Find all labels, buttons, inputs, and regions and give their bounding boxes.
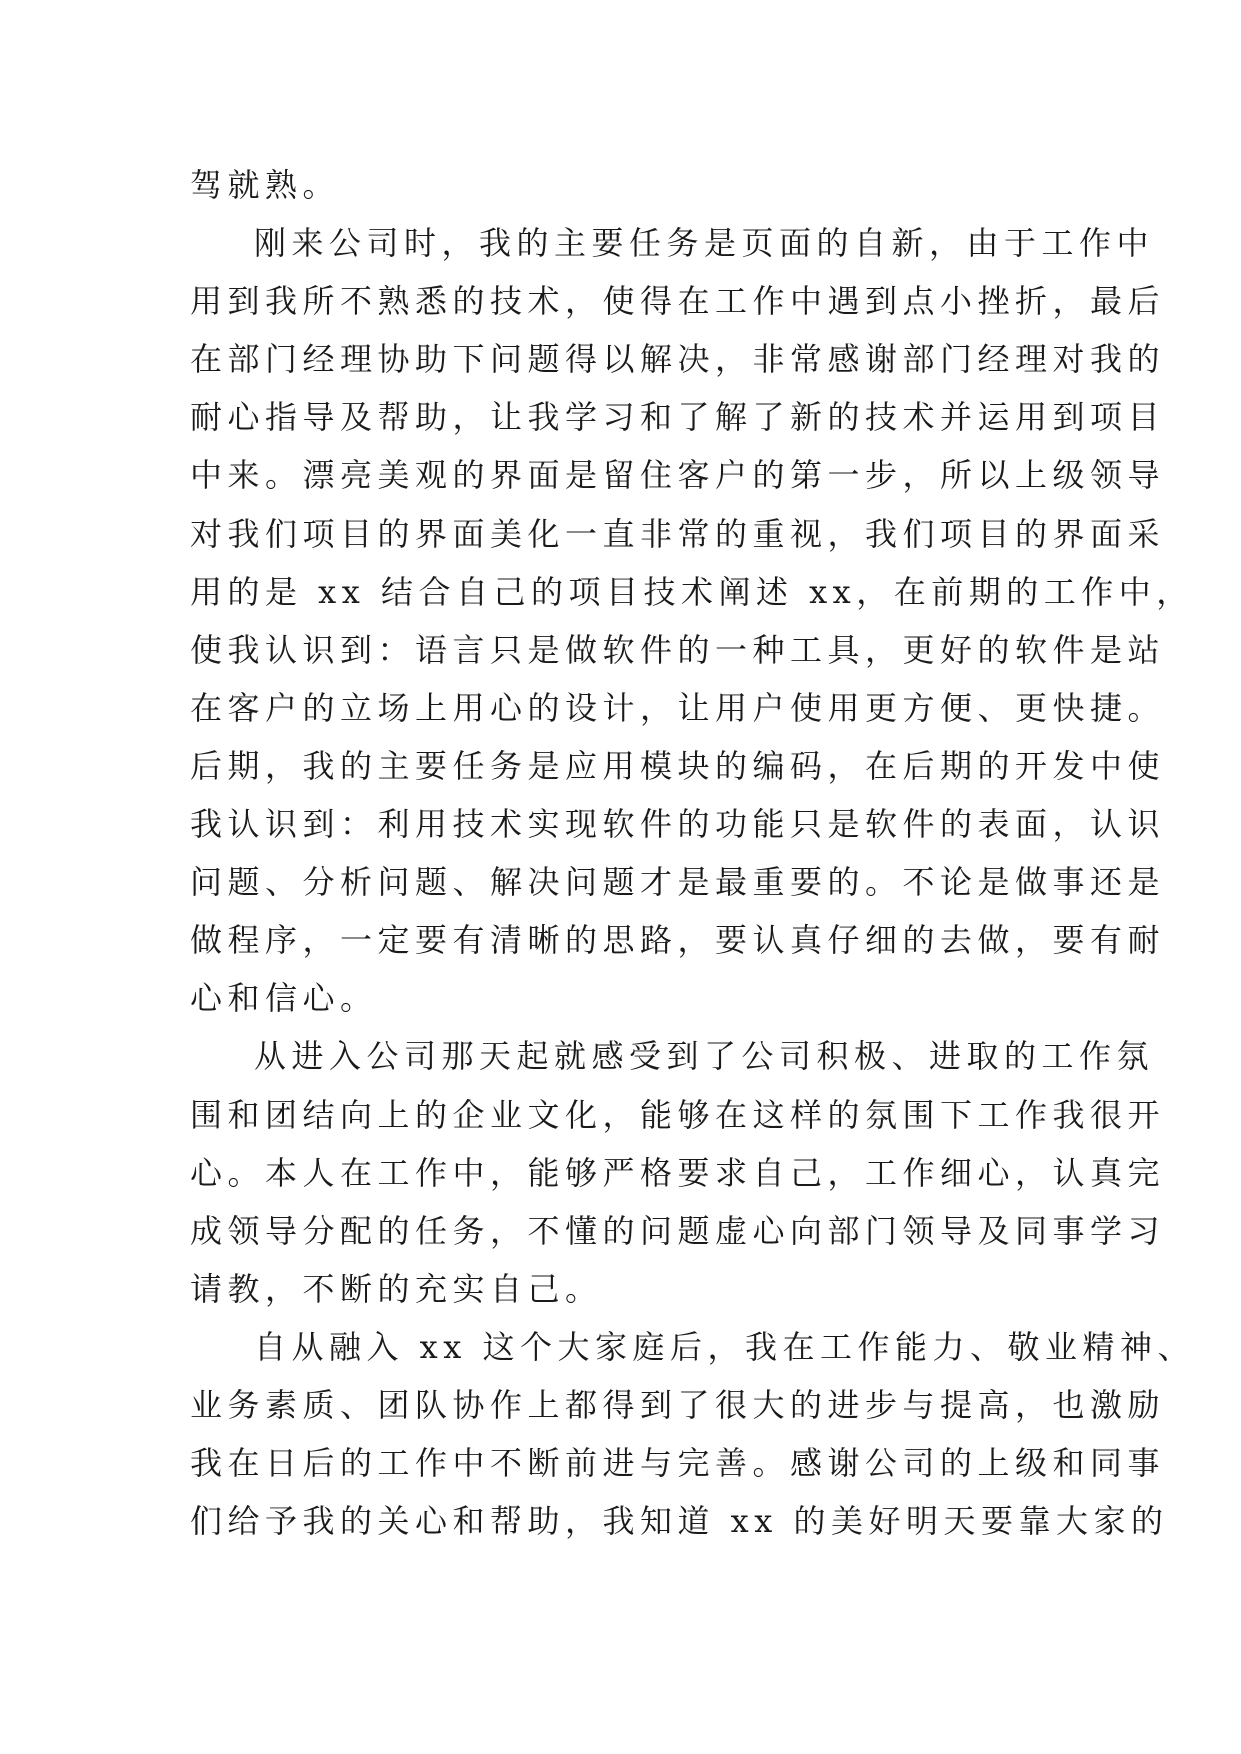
text-line: 做程序，一定要有清晰的思路，要认真仔细的去做，要有耐 bbox=[190, 921, 1166, 960]
text-line: 在部门经理协助下问题得以解决，非常感谢部门经理对我的 bbox=[190, 340, 1166, 379]
text-line: 请教，不断的充实自己。 bbox=[190, 1269, 603, 1308]
body-text bbox=[190, 156, 1195, 1550]
text-line: 耐心指导及帮助，让我学习和了解了新的技术并运用到项目 bbox=[190, 398, 1166, 437]
text-line: 我认识到：利用技术实现软件的功能只是软件的表面，认识 bbox=[190, 805, 1166, 844]
text-line: 自从融入 xx 这个大家庭后，我在工作能力、敬业精神、 bbox=[254, 1327, 1195, 1366]
text-line: 对我们项目的界面美化一直非常的重视，我们项目的界面采 bbox=[190, 514, 1166, 553]
text-line: 在客户的立场上用心的设计，让用户使用更方便、更快捷。 bbox=[190, 688, 1166, 727]
text-line: 用的是 xx 结合自己的项目技术阐述 xx，在前期的工作中， bbox=[190, 572, 1194, 611]
text-line: 刚来公司时，我的主要任务是页面的自新，由于工作中 bbox=[254, 224, 1155, 263]
text-line: 中来。漂亮美观的界面是留住客户的第一步，所以上级领导 bbox=[190, 456, 1166, 495]
text-line: 心。本人在工作中，能够严格要求自己，工作细心，认真完 bbox=[190, 1153, 1166, 1192]
text-line: 围和团结向上的企业文化，能够在这样的氛围下工作我很开 bbox=[190, 1095, 1166, 1134]
text-line: 业务素质、团队协作上都得到了很大的进步与提高，也激励 bbox=[190, 1385, 1166, 1424]
text-line: 我在日后的工作中不断前进与完善。感谢公司的上级和同事 bbox=[190, 1444, 1166, 1483]
text-line: 使我认识到：语言只是做软件的一种工具，更好的软件是站 bbox=[190, 630, 1166, 669]
text-line: 问题、分析问题、解决问题才是最重要的。不论是做事还是 bbox=[190, 863, 1166, 902]
text-line: 驾就熟。 bbox=[190, 166, 341, 204]
text-line: 成领导分配的任务，不懂的问题虚心向部门领导及同事学习 bbox=[190, 1211, 1166, 1250]
text-line: 们给予我的关心和帮助，我知道 xx 的美好明天要靠大家的 bbox=[190, 1502, 1169, 1541]
text-line: 用到我所不熟悉的技术，使得在工作中遇到点小挫折，最后 bbox=[190, 282, 1166, 321]
text-line: 从进入公司那天起就感受到了公司积极、进取的工作氛 bbox=[254, 1037, 1155, 1076]
text-line: 心和信心。 bbox=[190, 979, 378, 1018]
text-line: 后期，我的主要任务是应用模块的编码，在后期的开发中使 bbox=[190, 746, 1166, 785]
